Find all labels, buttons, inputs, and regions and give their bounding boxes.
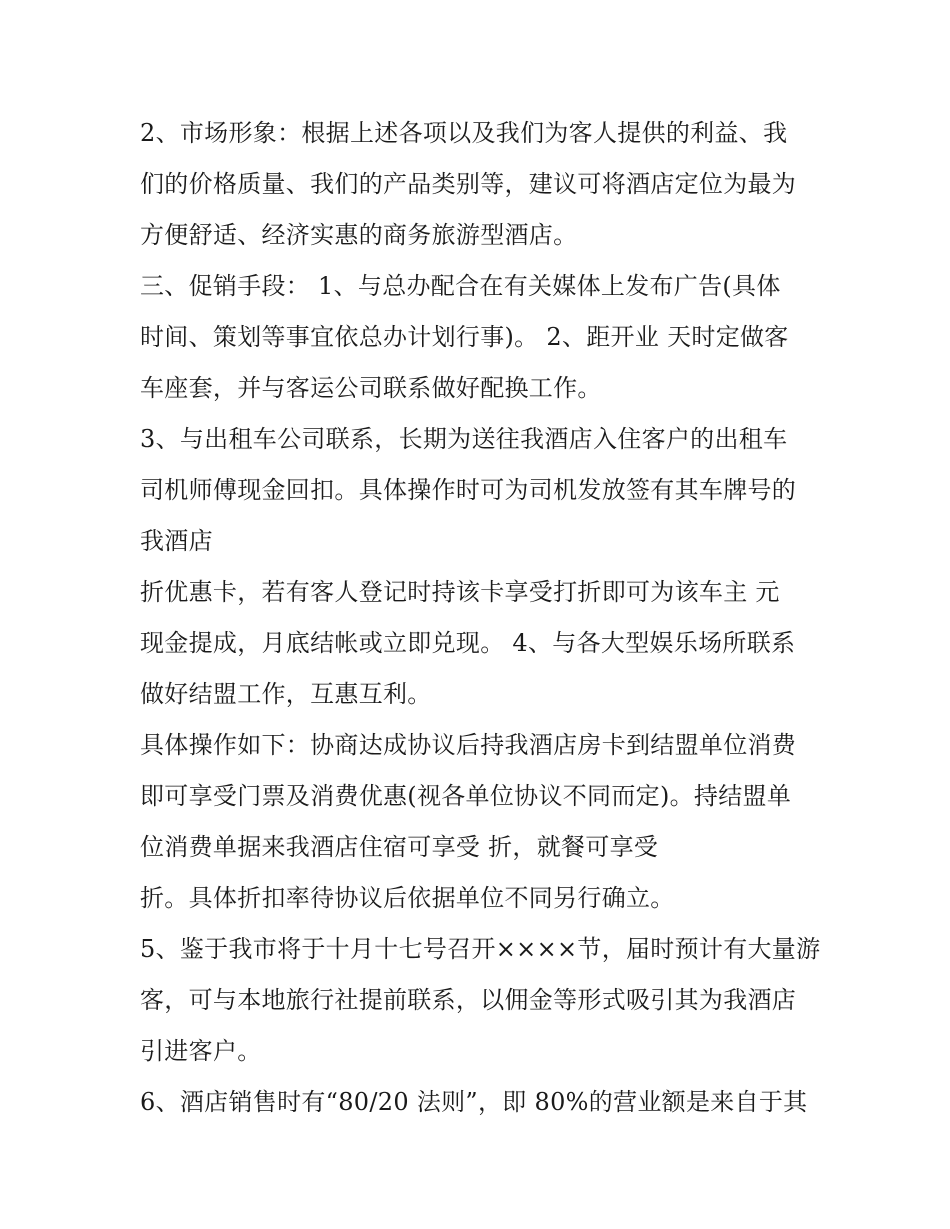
text-line: 现金提成，月底结帐或立即兑现。 4、与各大型娱乐场所联系	[140, 629, 796, 657]
text-line: 引进客户。	[140, 1037, 262, 1065]
text-line: 位消费单据来我酒店住宿可享受 折，就餐可享受	[140, 833, 659, 861]
text-line: 5、鉴于我市将于十月十七号召开××××节，届时预计有大量游	[140, 935, 821, 963]
text-line: 方便舒适、经济实惠的商务旅游型酒店。	[140, 221, 578, 249]
text-line: 折。具体折扣率待协议后依据单位不同另行确立。	[140, 884, 675, 912]
text-line: 三、促销手段： 1、与总办配合在有关媒体上发布广告(具体	[140, 272, 781, 300]
text-line: 我酒店	[140, 527, 213, 555]
text-line: 即可享受门票及消费优惠(视各单位协议不同而定)。持结盟单	[140, 782, 792, 810]
text-line: 司机师傅现金回扣。具体操作时可为司机发放签有其车牌号的	[140, 476, 797, 504]
text-line: 客，可与本地旅行社提前联系，以佣金等形式吸引其为我酒店	[140, 986, 797, 1014]
text-line: 3、与出租车公司联系，长期为送往我酒店入住客户的出租车	[140, 425, 788, 453]
text-line: 时间、策划等事宜依总办计划行事)。 2、距开业 天时定做客	[140, 323, 789, 351]
text-line: 2、市场形象：根据上述各项以及我们为客人提供的利益、我	[140, 119, 788, 147]
text-line: 6、酒店销售时有“80/20 法则”，即 80%的营业额是来自于其	[140, 1088, 808, 1116]
text-line: 折优惠卡，若有客人登记时持该卡享受打折即可为该车主 元	[140, 578, 780, 606]
text-line: 车座套，并与客运公司联系做好配换工作。	[140, 374, 602, 402]
body-text	[140, 108, 820, 1128]
text-line: 具体操作如下：协商达成协议后持我酒店房卡到结盟单位消费	[140, 731, 797, 759]
text-line: 们的价格质量、我们的产品类别等，建议可将酒店定位为最为	[140, 170, 797, 198]
text-line: 做好结盟工作，互惠互利。	[140, 680, 432, 708]
